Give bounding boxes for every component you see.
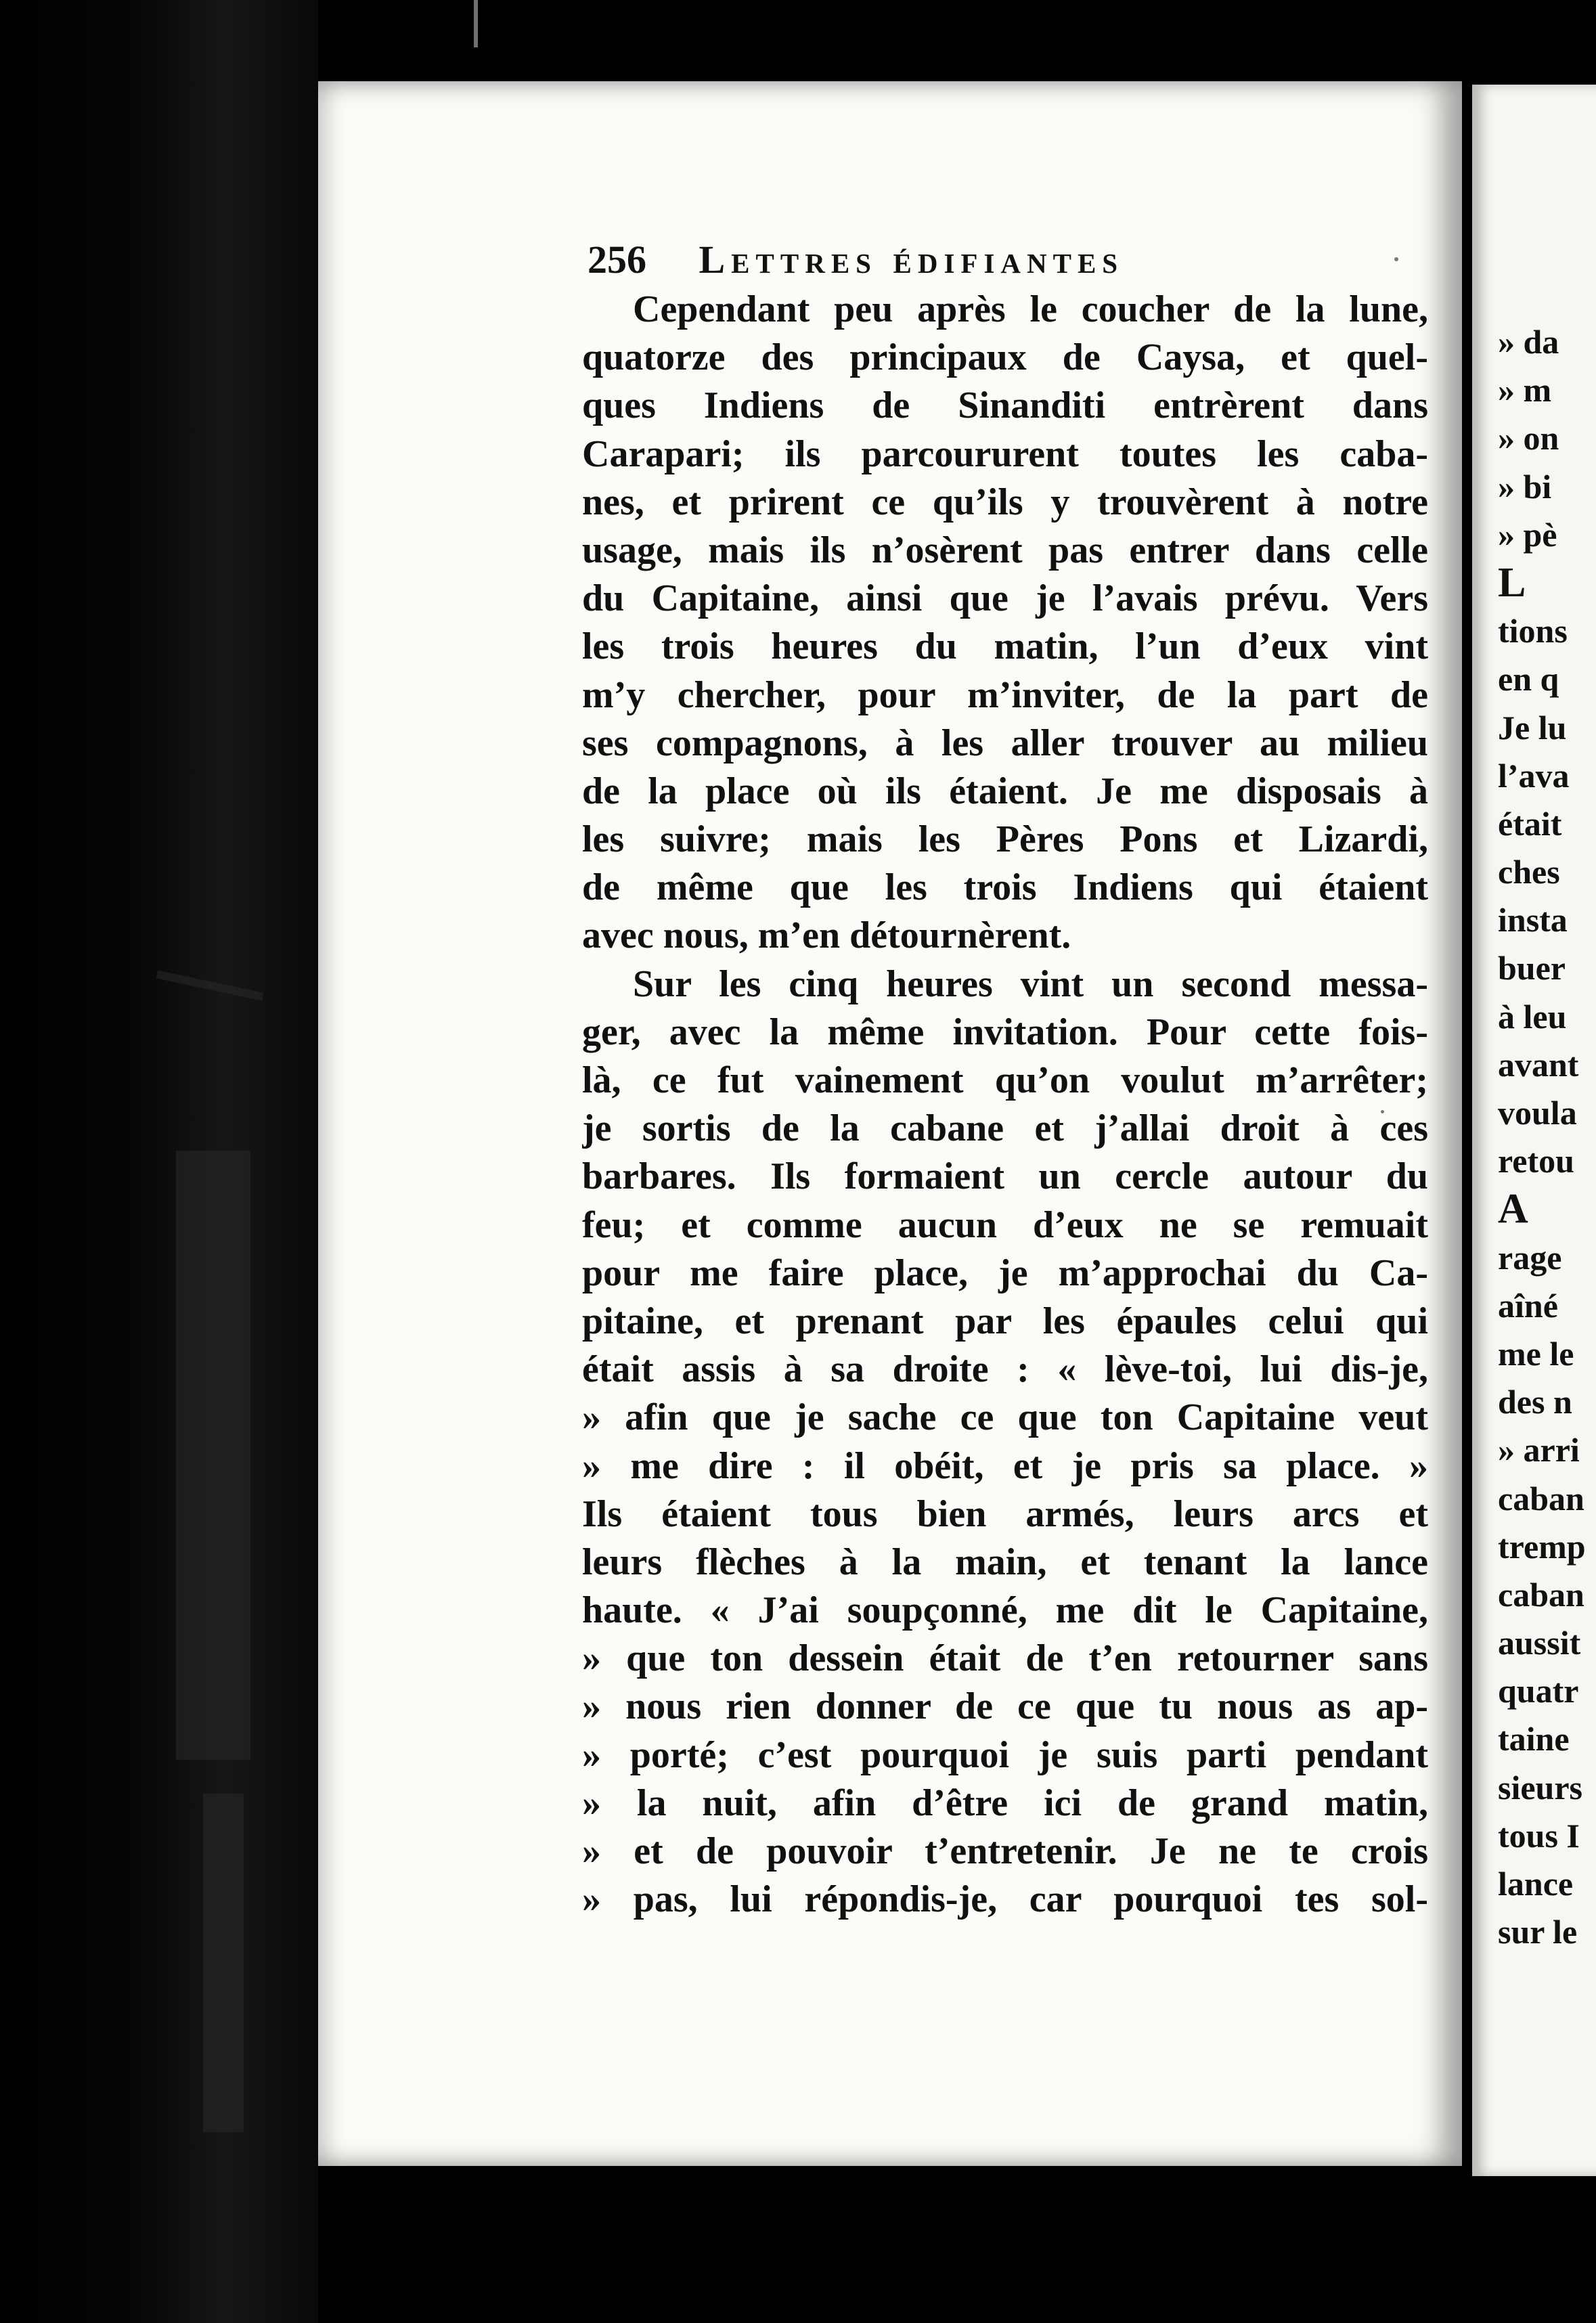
text-line: barbares. Ils formaient un cercle autour du [582,1155,1428,1198]
next-page-line: avant [1498,1045,1579,1084]
text-line: ger, avec la même invitation. Pour cette fois- [582,1011,1428,1053]
next-page-line: L [1498,559,1526,606]
text-line: » la nuit, afin d’être ici de grand matin, [582,1782,1428,1824]
text-line: nes, et prirent ce qu’ils y trouvèrent à notre [582,481,1428,523]
binding-streak [203,1794,244,2132]
text-line: Sur les cinq heures vint un second messa- [633,963,1428,1005]
next-page-line: buer [1498,949,1566,988]
text-line: » pas, lui répondis-je, car pourquoi tes sol- [582,1878,1428,1921]
next-page-line: tremp [1498,1527,1586,1566]
next-page-line: » bi [1498,467,1552,506]
next-page-line: » pè [1498,515,1557,554]
next-page-line: » m [1498,371,1552,410]
text-line: Cependant peu après le coucher de la lune, [633,288,1428,330]
next-page-line: voula [1498,1094,1577,1132]
text-line: était assis à sa droite : « lève-toi, lui dis-je, [582,1348,1428,1391]
next-page-line: caban [1498,1575,1584,1614]
text-line: je sortis de la cabane et j’allai droit à ces [582,1107,1428,1150]
text-line: de même que les trois Indiens qui étaient [582,866,1428,909]
next-page-line: ches [1498,853,1560,891]
text-line: » que ton dessein était de t’en retourner sans [582,1637,1428,1680]
text-line: » porté; c’est pourquoi je suis parti pendant [582,1733,1428,1776]
next-page-line: aussit [1498,1624,1581,1662]
next-page-line: taine [1498,1720,1570,1758]
main-text-block [582,286,1428,1924]
next-page-line: » on [1498,419,1559,458]
text-line: avec nous, m’en détournèrent. [582,914,1071,957]
text-line: feu; et comme aucun d’eux ne se remuait [582,1203,1428,1246]
text-line: quatorze des principaux de Caysa, et quel- [582,336,1428,379]
binding-streak [156,970,264,1000]
next-page-line: était [1498,804,1562,843]
text-line: là, ce fut vainement qu’on voulut m’arrêter; [582,1059,1428,1101]
next-page-line: à leu [1498,997,1567,1036]
next-page-line: en q [1498,660,1559,699]
book-binding-shadow [0,0,318,2323]
text-line: leurs flèches à la main, et tenant la lance [582,1541,1428,1583]
text-line: Carapari; ils parcoururent toutes les caba- [582,433,1428,475]
next-page-line: sieurs [1498,1768,1582,1807]
text-line: m’y chercher, pour m’inviter, de la part de [582,673,1428,716]
next-page-line: insta [1498,901,1568,939]
next-page-line: caban [1498,1479,1584,1518]
next-page-line: tions [1498,612,1568,650]
text-line: » et de pouvoir t’entretenir. Je ne te crois [582,1830,1428,1872]
text-line: les trois heures du matin, l’un d’eux vint [582,625,1428,668]
next-page-line: lance [1498,1865,1574,1903]
binding-streak [474,0,478,47]
next-page-line: » da [1498,323,1559,361]
next-page-line: » arri [1498,1431,1580,1469]
next-page-line: aîné [1498,1286,1558,1325]
next-page-line: Je lu [1498,708,1567,747]
next-page-line: des n [1498,1383,1572,1421]
page-number: 256 [588,238,646,282]
next-page-line: quatr [1498,1672,1579,1710]
next-page-line: rage [1498,1238,1562,1277]
text-line: Ils étaient tous bien armés, leurs arcs et [582,1492,1428,1535]
text-line: pitaine, et prenant par les épaules celui qui [582,1300,1428,1342]
text-line: usage, mais ils n’osèrent pas entrer dans celle [582,529,1428,571]
next-page-line: retou [1498,1142,1574,1180]
next-page-line: me le [1498,1334,1574,1373]
text-line: » me dire : il obéit, et je pris sa place. » [582,1444,1428,1487]
next-page-text-fragment [1498,318,1596,1956]
text-line: ses compagnons, à les aller trouver au milieu [582,722,1428,764]
text-line: ques Indiens de Sinanditi entrèrent dans [582,384,1428,427]
text-line: pour me faire place, je m’approchai du Ca- [582,1252,1428,1294]
next-page-line: tous I [1498,1816,1580,1855]
running-title: Lettres édifiantes [699,238,1124,282]
text-line: » nous rien donner de ce que tu nous as ap- [582,1685,1428,1728]
text-line: haute. « J’ai soupçonné, me dit le Capitaine, [582,1589,1428,1632]
next-page-line: sur le [1498,1913,1578,1951]
text-line: de la place où ils étaient. Je me disposais à [582,770,1428,812]
running-head [588,237,1434,291]
next-page-line: l’ava [1498,756,1570,795]
text-line: du Capitaine, ainsi que je l’avais prévu. Vers [582,577,1428,620]
next-page-line: A [1498,1186,1528,1233]
text-line: les suivre; mais les Pères Pons et Lizardi, [582,818,1428,861]
binding-streak [176,1151,250,1760]
text-line: » afin que je sache ce que ton Capitaine veut [582,1396,1428,1439]
